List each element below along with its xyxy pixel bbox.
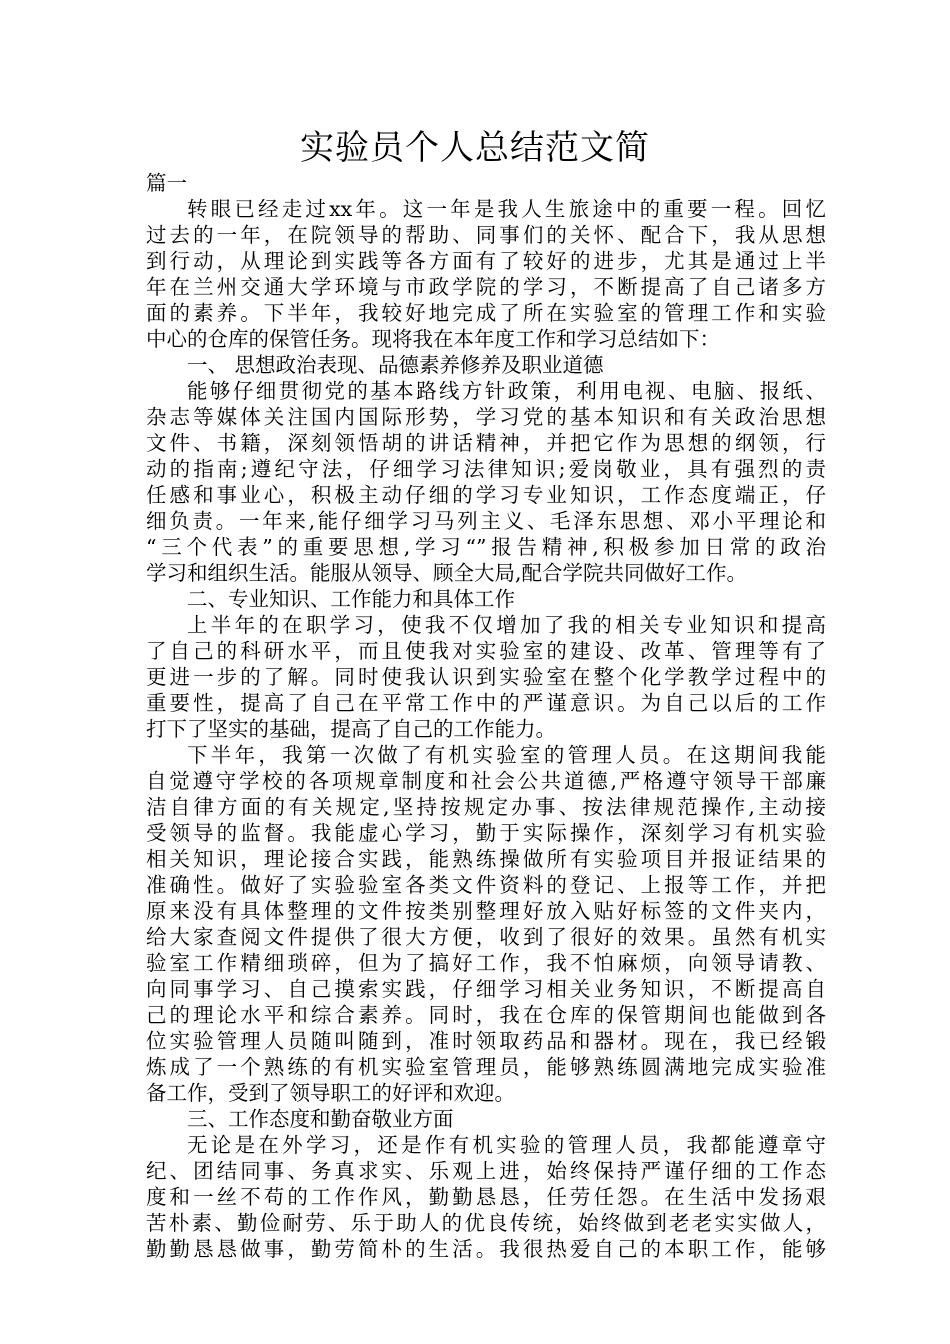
text-line: 上半年的在职学习，使我不仅增加了我的相关专业知识和提高	[187, 613, 826, 637]
text-line: 任感和事业心，积极主动仔细的学习专业知识，工作态度端正，仔	[146, 483, 826, 507]
text-line: “三个代表”的重要思想,学习“”报告精神,积极参加日常的政治	[146, 535, 826, 559]
text-line: 自觉遵守学校的各项规章制度和社会公共道德,严格遵守领导干部廉	[146, 769, 826, 793]
text-line: 向同事学习、自己摸索实践，仔细学习相关业务知识，不断提高自	[146, 977, 826, 1001]
text-line: 过去的一年，在院领导的帮助、同事们的关怀、配合下，我从思想	[146, 223, 826, 247]
text-line: 三、工作态度和勤奋敬业方面	[187, 1107, 454, 1131]
text-line: 重要性，提高了自己在平常工作中的严谨意识。为自己以后的工作	[146, 691, 826, 715]
text-line: 原来没有具体整理的文件按类别整理好放入贴好标签的文件夹内，	[146, 899, 826, 923]
text-line: 洁自律方面的有关规定,坚持按规定办事、按法律规范操作,主动接	[146, 795, 826, 819]
text-line: 苦朴素、勤俭耐劳、乐于助人的优良传统，始终做到老老实实做人，	[146, 1211, 826, 1235]
text-line: 中心的仓库的保管任务。现将我在本年度工作和学习总结如下：	[146, 327, 720, 351]
text-line: 面的素养。下半年，我较好地完成了所在实验室的管理工作和实验	[146, 301, 826, 325]
text-line: 炼成了一个熟练的有机实验室管理员，能够熟练圆满地完成实验准	[146, 1055, 826, 1079]
text-line: 了自己的科研水平，而且使我对实验室的建设、改革、管理等有了	[146, 639, 826, 663]
text-line: 无论是在外学习，还是作有机实验的管理人员，我都能遵章守	[187, 1133, 826, 1157]
text-line: 打下了坚实的基础，提高了自己的工作能力。	[146, 717, 556, 741]
text-line: 二、专业知识、工作能力和具体工作	[187, 587, 515, 611]
text-line: 杂志等媒体关注国内国际形势，学习党的基本知识和有关政治思想	[146, 405, 826, 429]
document-body	[146, 170, 826, 1262]
text-line: 准确性。做好了实验验室各类文件资料的登记、上报等工作，并把	[146, 873, 826, 897]
text-line: 细负责。一年来,能仔细学习马列主义、毛泽东思想、邓小平理论和	[146, 509, 826, 533]
text-line: 能够仔细贯彻党的基本路线方针政策，利用电视、电脑、报纸、	[187, 379, 826, 403]
text-line: 文件、书籍，深刻领悟胡的讲话精神，并把它作为思想的纲领，行	[146, 431, 826, 455]
text-line: 下半年，我第一次做了有机实验室的管理人员。在这期间我能	[187, 743, 826, 767]
text-line: 到行动，从理论到实践等各方面有了较好的进步，尤其是通过上半	[146, 249, 826, 273]
text-line: 更进一步的了解。同时使我认识到实验室在整个化学教学过程中的	[146, 665, 826, 689]
text-line: 动的指南;遵纪守法，仔细学习法律知识;爱岗敬业，具有强烈的责	[146, 457, 826, 481]
text-line: 年在兰州交通大学环境与市政学院的学习，不断提高了自己诸多方	[146, 275, 826, 299]
text-line: 篇一	[146, 171, 187, 195]
text-line: 纪、团结同事、务真求实、乐观上进，始终保持严谨仔细的工作态	[146, 1159, 826, 1183]
text-line: 备工作，受到了领导职工的好评和欢迎。	[146, 1081, 515, 1105]
text-line: 勤勤恳恳做事，勤劳简朴的生活。我很热爱自己的本职工作，能够	[146, 1237, 826, 1261]
text-line: 一、 思想政治表现、品德素养修养及职业道德	[187, 353, 604, 377]
text-line: 己的理论水平和综合素养。同时，我在仓库的保管期间也能做到各	[146, 1003, 826, 1027]
page-title: 实验员个人总结范文简	[300, 128, 650, 168]
text-line: 学习和组织生活。能服从领导、顾全大局,配合学院共同做好工作。	[146, 561, 748, 585]
text-line: 度和一丝不苟的工作作风，勤勤恳恳，任劳任怨。在生活中发扬艰	[146, 1185, 826, 1209]
text-line: 相关知识，理论接合实践，能熟练操做所有实验项目并报证结果的	[146, 847, 826, 871]
text-line: 验室工作精细琐碎，但为了搞好工作，我不怕麻烦，向领导请教、	[146, 951, 826, 975]
text-line: 转眼已经走过xx年。这一年是我人生旅途中的重要一程。回忆	[187, 197, 826, 221]
text-line: 受领导的监督。我能虚心学习，勤于实际操作，深刻学习有机实验	[146, 821, 826, 845]
text-line: 位实验管理人员随叫随到，准时领取药品和器材。现在，我已经锻	[146, 1029, 826, 1053]
text-line: 给大家查阅文件提供了很大方便，收到了很好的效果。虽然有机实	[146, 925, 826, 949]
